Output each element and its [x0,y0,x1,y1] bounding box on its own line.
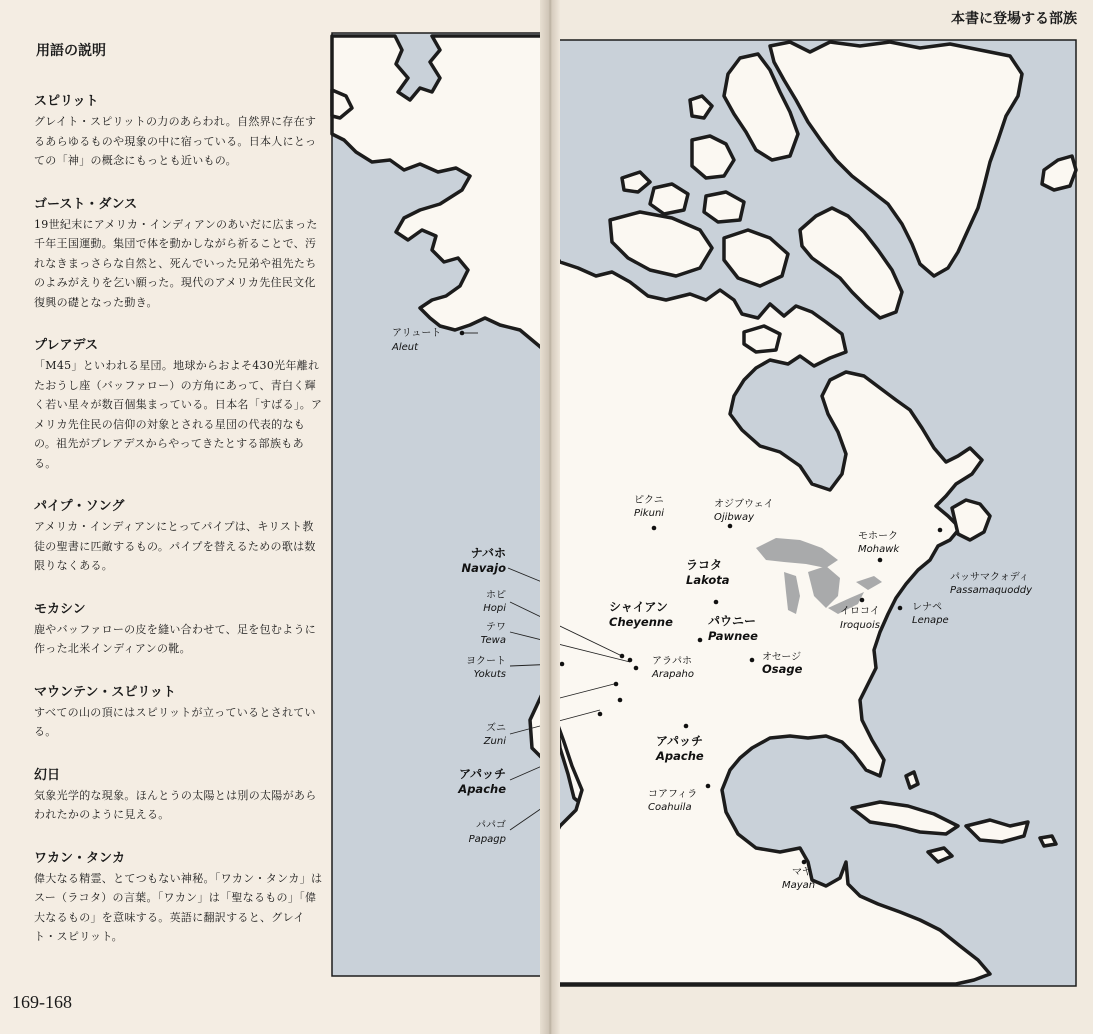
label-osage-en: Osage [762,662,803,676]
tribe-dot-apache-east [684,724,689,729]
label-zuni-en: Zuni [483,736,506,747]
label-aleut-en: Aleut [392,342,419,353]
bahamas-island [906,772,918,788]
tribe-dot-hopi [620,654,625,659]
label-coahuila-ja: コアフィラ [648,789,698,800]
book-gutter [540,0,560,1034]
label-hopi-en: Hopi [483,603,506,614]
glossary-title: 用語の説明 [36,43,106,59]
label-apache-west-ja: アパッチ [458,767,506,781]
glossary-definition: アメリカ・インディアンにとってパイプは、キリスト教徒の聖書に匹敵するもの。パイプを替えるための歌は数限りなくある。 [34,520,316,572]
label-aleut-ja: アリュート [392,328,442,339]
label-papago-ja: パパゴ [476,820,506,831]
tribe-dot-yokuts [560,662,565,667]
tribe-dot-mayan [802,860,807,865]
tribe-dot-lenape [898,606,903,611]
label-cheyenne-ja: シャイアン [609,600,668,614]
glossary-definition: 偉大なる精霊、とてつもない神秘。「ワカン・タンカ」はスー（ラコタ）の言葉。「ワカン」は「聖なるもの」「偉大なるもの」を意味する。英語に翻訳すると、グレイト・スピリット。 [34,871,323,943]
glossary-term: スピリット [34,94,99,109]
label-mayan-ja: マヤ [792,867,812,878]
tribe-dot-mohawk [878,558,883,563]
tribe-dot-aleut [460,331,465,336]
label-mayan-en: Mayan [782,880,816,891]
label-coahuila-en: Coahuila [648,802,692,813]
tribe-dot-passamaquoddy [938,528,943,533]
tribe-dot-west-1 [614,682,619,687]
label-lakota-ja: ラコタ [686,558,723,572]
tribe-dot-cheyenne [628,658,633,663]
label-iroquois-ja: イロコイ [840,606,880,617]
label-ojibway-ja: オジブウェイ [714,499,774,510]
tribe-dot-lakota [714,600,719,605]
label-cheyenne-en: Cheyenne [609,615,673,629]
label-lenape-ja: レナペ [912,602,942,613]
label-yokuts-en: Yokuts [473,669,506,680]
glossary-definition: すべての山の頂にはスピリットが立っているとされている。 [34,705,316,738]
glossary-definition: 19世紀末にアメリカ・インディアンのあいだに広まった千年王国運動。集団で体を動かしながら祈ることで、汚れなきまっさらな自然と、死んでいった兄弟や祖先たちのよみがえりを乞い願った。現代のアメリカ先住民文化復興の礎となった動き。 [34,217,318,309]
glossary-term: モカシン [34,601,86,617]
tribe-dot-iroquois [860,598,865,603]
label-pikuni-ja: ピクニ [634,495,664,506]
tribe-dot-west-2 [618,698,623,703]
label-hopi-ja: ホピ [486,590,506,601]
label-navajo-en: Navajo [461,561,506,575]
label-zuni-ja: ズニ [486,723,506,734]
tribe-dot-ojibway [728,524,733,529]
label-yokuts-ja: ヨクート [466,656,506,667]
label-pawnee-en: Pawnee [708,629,758,643]
label-pawnee-ja: パウニー [708,614,757,628]
glossary-term: プレアデス [34,338,98,353]
label-iroquois-en: Iroquois [840,620,880,631]
label-ojibway-en: Ojibway [714,512,754,523]
label-lakota-en: Lakota [686,573,730,587]
map-title: 本書に登場する部族 [951,11,1077,27]
label-arapaho-en: Arapaho [652,669,695,680]
label-navajo-ja: ナバホ [470,546,506,560]
page-number: 169-168 [12,992,72,1012]
tribe-dot-pawnee [698,638,703,643]
label-apache-west-en: Apache [458,782,506,796]
southampton-island [744,326,780,352]
label-tewa-ja: テワ [486,622,506,633]
label-papago-en: Papagp [468,834,506,845]
label-osage-ja: オセージ [762,652,802,663]
glossary-term: パイプ・ソング [34,499,125,514]
glossary-term: 幻日 [34,767,61,783]
tribe-dot-zuni [598,712,603,717]
label-lenape-en: Lenape [912,615,949,626]
glossary-term: ゴースト・ダンス [34,196,138,212]
label-passamaquoddy-ja: パッサマクォディ [950,572,1029,583]
label-apache-east-ja: アパッチ [656,734,704,748]
tribe-dot-coahuila [706,784,711,789]
label-apache-east-en: Apache [656,749,704,763]
glossary-definition: グレイト・スピリットの力のあらわれ。自然界に存在するあらゆるものや現象の中に宿っている。日本人にとっての「神」の概念にもっとも近いもの。 [34,115,317,167]
label-pikuni-en: Pikuni [634,508,665,519]
label-mohawk-ja: モホーク [858,531,898,542]
label-mohawk-en: Mohawk [858,544,900,555]
arctic-island [650,184,688,214]
tribe-dot-osage [750,658,755,663]
puerto-rico [1040,836,1056,846]
label-arapaho-ja: アラパホ [652,656,692,667]
glossary-definition: 鹿やバッファローの皮を縫い合わせて、足を包むように作った北米インディアンの靴。 [34,622,317,655]
label-passamaquoddy-en: Passamaquoddy [950,585,1032,596]
tribe-dot-pikuni [652,526,657,531]
glossary-definition: 気象光学的な現象。ほんとうの太陽とは別の太陽があらわれたかのように見える。 [34,788,317,821]
tribe-dot-arapaho [634,666,639,671]
label-tewa-en: Tewa [480,635,506,646]
glossary-definition: 「M45」といわれる星団。地球からおよそ430光年離れたおうし座（バッファロー）の方角にあって、青白く輝く若い星々が数百個集まっている。日本名「すばる」。アメリカ先住民の信仰の対象とされる星団の代表的なもの。祖先がプレアデスからやってきたとする部族もある。 [34,359,323,470]
glossary-term: マウンテン・スピリット [34,684,176,700]
glossary-term: ワカン・タンカ [34,850,126,866]
